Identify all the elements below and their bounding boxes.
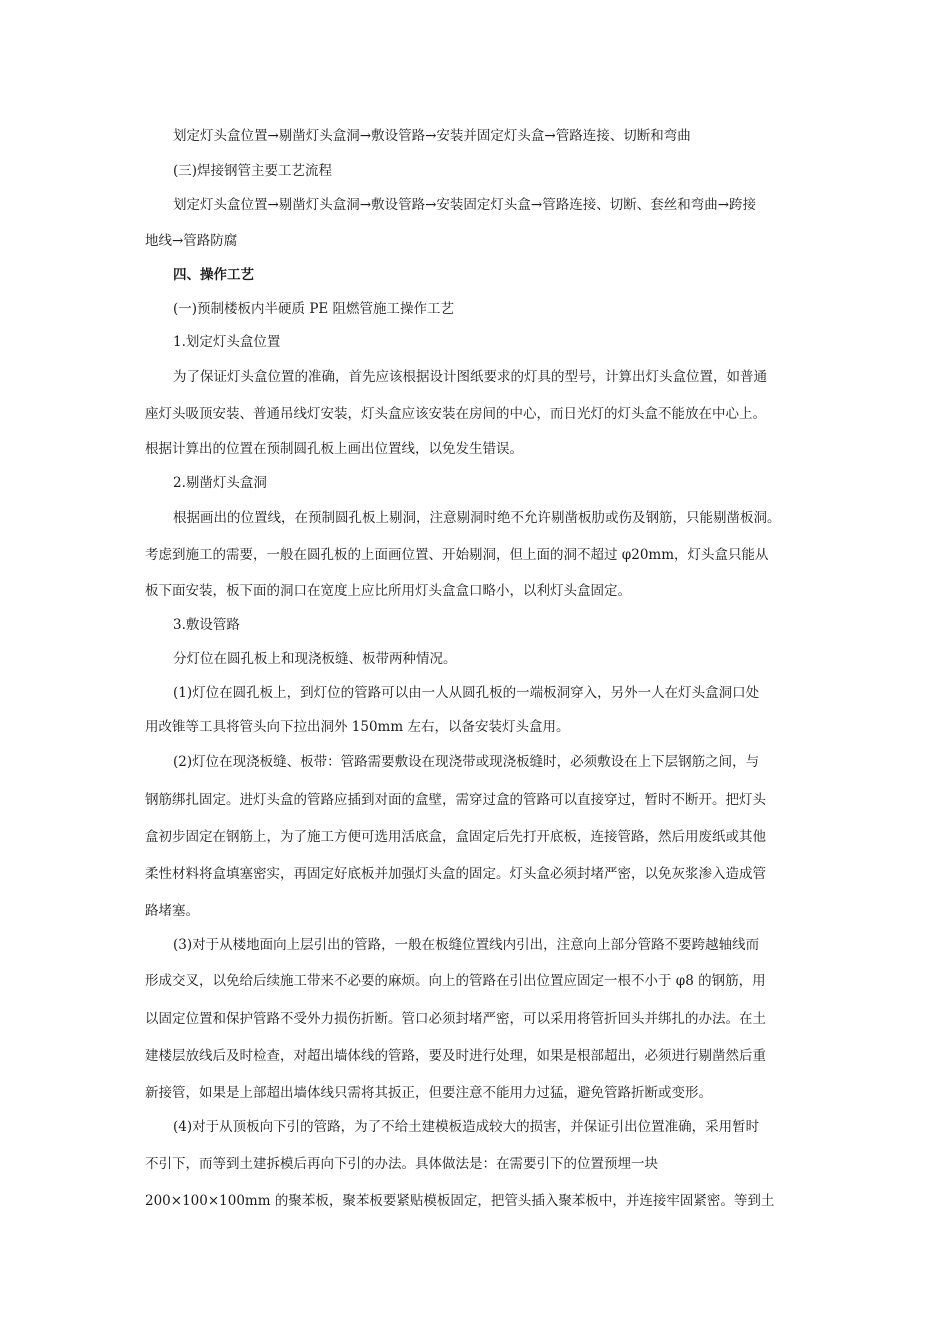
paragraph-line: 建楼层放线后及时检查，对超出墙体线的管路，要及时进行处理，如果是根部超出，必须进行剔凿然后重 bbox=[145, 1048, 766, 1064]
paragraph-line: 根据计算出的位置在预制圆孔板上画出位置线，以免发生错误。 bbox=[145, 441, 523, 457]
paragraph-line: (1)灯位在圆孔板上，到灯位的管路可以由一人从圆孔板的一端板洞穿入，另外一人在灯头盒洞口处 bbox=[173, 685, 760, 701]
paragraph-line: 座灯头吸顶安装、普通吊线灯安装，灯头盒应该安装在房间的中心，而日光灯的灯头盒不能放在中心上。 bbox=[145, 406, 766, 422]
paragraph-line: 不引下，而等到土建拆模后再向下引的办法。具体做法是：在需要引下的位置预埋一块 bbox=[145, 1156, 658, 1172]
paragraph-line: 新接管，如果是上部超出墙体线只需将其扳正，但要注意不能用力过猛，避免管路折断或变形。 bbox=[145, 1085, 712, 1101]
paragraph-line: 划定灯头盒位置→剔凿灯头盒洞→敷设管路→安装固定灯头盒→管路连接、切断、套丝和弯曲→跨接 bbox=[173, 197, 757, 213]
subheading: 3.敷设管路 bbox=[173, 617, 240, 633]
paragraph-line: 地线→管路防腐 bbox=[145, 233, 238, 249]
subheading: (三)焊接钢管主要工艺流程 bbox=[173, 163, 333, 179]
subheading: 2.剔凿灯头盒洞 bbox=[173, 475, 267, 491]
paragraph-line: 钢筋绑扎固定。进灯头盒的管路应插到对面的盒壁，需穿过盒的管路可以直接穿过，暂时不断开。把灯头 bbox=[145, 792, 766, 808]
subheading: (一)预制楼板内半硬质 PE 阻燃管施工操作工艺 bbox=[173, 301, 455, 317]
paragraph-line: 分灯位在圆孔板上和现浇板缝、板带两种情况。 bbox=[173, 651, 457, 667]
paragraph-line: 板下面安装，板下面的洞口在宽度上应比所用灯头盒盒口略小，以利灯头盒固定。 bbox=[145, 583, 631, 599]
paragraph-line: (2)灯位在现浇板缝、板带：管路需要敷设在现浇带或现浇板缝时，必须敷设在上下层钢筋之间，与 bbox=[173, 754, 760, 770]
paragraph-line: 根据画出的位置线，在预制圆孔板上剔洞，注意剔洞时绝不允许剔凿板肋或伤及钢筋，只能剔凿板洞。 bbox=[173, 510, 781, 526]
paragraph-line: 以固定位置和保护管路不受外力损伤折断。管口必须封堵严密，可以采用将管折回头并绑扎的办法。在土 bbox=[145, 1011, 766, 1027]
paragraph-line: 为了保证灯头盒位置的准确，首先应该根据设计图纸要求的灯具的型号，计算出灯头盒位置，如普通 bbox=[173, 369, 767, 385]
paragraph-line: 路堵塞。 bbox=[145, 903, 199, 919]
paragraph-line: 盒初步固定在钢筋上，为了施工方便可选用活底盒，盒固定后先打开底板，连接管路，然后用废纸或其他 bbox=[145, 829, 766, 845]
section-heading: 四、操作工艺 bbox=[173, 267, 254, 283]
paragraph-line: 柔性材料将盒填塞密实，再固定好底板并加强灯头盒的固定。灯头盒必须封堵严密，以免灰浆渗入造成管 bbox=[145, 866, 766, 882]
paragraph-line: (3)对于从楼地面向上层引出的管路，一般在板缝位置线内引出，注意向上部分管路不要跨越轴线而 bbox=[173, 937, 760, 953]
paragraph-line: 200×100×100mm 的聚苯板，聚苯板要紧贴模板固定，把管头插入聚苯板中，并连接牢固紧密。等到土 bbox=[145, 1193, 775, 1209]
subheading: 1.划定灯头盒位置 bbox=[173, 334, 281, 350]
paragraph-line: (4)对于从顶板向下引的管路，为了不给土建模板造成较大的损害，并保证引出位置准确，采用暂时 bbox=[173, 1119, 760, 1135]
paragraph-line: 用改锥等工具将管头向下拉出洞外 150mm 左右，以备安装灯头盒用。 bbox=[145, 719, 570, 735]
paragraph-line: 形成交叉，以免给后续施工带来不必要的麻烦。向上的管路在引出位置应固定一根不小于 φ8 的钢筋，用 bbox=[145, 973, 766, 989]
paragraph-line: 划定灯头盒位置→剔凿灯头盒洞→敷设管路→安装并固定灯头盒→管路连接、切断和弯曲 bbox=[173, 128, 691, 144]
paragraph-line: 考虑到施工的需要，一般在圆孔板的上面画位置、开始剔洞，但上面的洞不超过 φ20mm，灯头盒只能从 bbox=[145, 547, 769, 563]
